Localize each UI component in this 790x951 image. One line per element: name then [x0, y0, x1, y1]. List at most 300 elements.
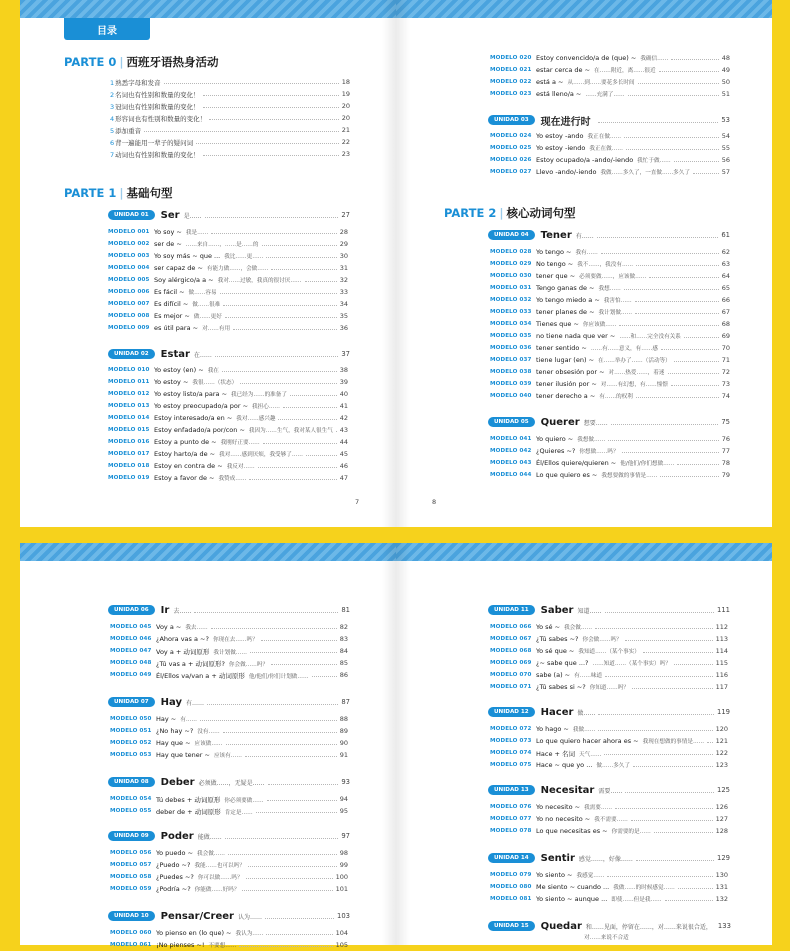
- toc-entry[interactable]: [110, 136, 350, 148]
- modelo-chinese: 我计划做……: [213, 649, 247, 656]
- modelo-label: [154, 252, 263, 260]
- dot-leader: [608, 440, 719, 441]
- modelo-label: [536, 392, 633, 400]
- modelo-entry[interactable]: [490, 645, 728, 657]
- modelo-spanish: está a ~: [536, 78, 564, 86]
- dot-leader: [668, 373, 719, 374]
- unit-heading[interactable]: [488, 705, 730, 719]
- dot-leader: [194, 612, 338, 613]
- modelo-number: MODELO 075: [490, 762, 532, 768]
- dot-leader: [598, 714, 714, 715]
- unit-verb: Pensar/Creer: [160, 910, 234, 922]
- unit-heading[interactable]: [488, 228, 730, 242]
- unit-verb: Poder: [160, 830, 194, 842]
- modelo-label: [156, 751, 242, 759]
- dot-leader: [203, 95, 339, 96]
- modelo-entry[interactable]: [490, 723, 728, 735]
- modelo-entry[interactable]: [110, 737, 348, 749]
- modelo-entry[interactable]: [108, 274, 348, 286]
- modelo-label: [536, 635, 622, 643]
- modelo-entry[interactable]: [490, 433, 730, 445]
- modelo-page: 42: [339, 414, 348, 422]
- part-2-heading: [444, 205, 576, 221]
- modelo-spanish: tener planes de ~: [536, 308, 595, 316]
- modelo-chinese: 我做……: [572, 727, 596, 733]
- modelo-entry[interactable]: [110, 725, 348, 737]
- modelo-entry[interactable]: [490, 621, 728, 633]
- dot-leader: [203, 155, 339, 156]
- modelo-label: [156, 659, 268, 668]
- modelo-entry[interactable]: [490, 88, 730, 100]
- dot-leader: [660, 476, 718, 477]
- modelo-entry[interactable]: [108, 376, 348, 388]
- modelo-chinese: 我现在想做的事情是……: [642, 739, 705, 745]
- modelo-number: MODELO 057: [110, 862, 152, 868]
- modelo-number: MODELO 027: [490, 169, 532, 175]
- modelo-entry[interactable]: [490, 306, 730, 318]
- part-separator: |: [119, 186, 124, 200]
- entry-label: [110, 126, 141, 135]
- modelo-page: 90: [339, 739, 348, 747]
- modelo-number: MODELO 034: [490, 321, 532, 327]
- modelo-page: 78: [721, 459, 730, 467]
- modelo-page: 116: [715, 671, 728, 679]
- modelo-chinese: 你应该做……: [582, 322, 617, 328]
- modelo-entry[interactable]: [490, 881, 728, 893]
- modelo-number: MODELO 066: [490, 624, 532, 630]
- modelo-entry[interactable]: [490, 457, 730, 469]
- modelo-page: 67: [721, 308, 730, 316]
- unit-heading[interactable]: [488, 603, 730, 617]
- dot-leader: [245, 756, 337, 757]
- dot-leader: [598, 122, 719, 123]
- modelo-entry[interactable]: [108, 250, 348, 262]
- modelo-spanish: Yo estoy (en) ~: [154, 366, 204, 374]
- unit-heading[interactable]: [108, 603, 350, 617]
- modelo-label: [536, 66, 656, 74]
- unit-page: 125: [717, 786, 730, 794]
- modelo-chinese: 我很……（状态）: [192, 380, 238, 386]
- unit-page: 81: [341, 606, 350, 614]
- unit-meaning: 想要……: [583, 419, 608, 427]
- modelo-chinese: 应该有……: [213, 753, 242, 759]
- unit-meaning: 知道……: [577, 607, 602, 615]
- modelo-label: [536, 260, 633, 268]
- dot-leader: [209, 119, 339, 120]
- modelo-spanish: Yo siento ~: [536, 871, 573, 879]
- modelo-entry[interactable]: [108, 238, 348, 250]
- modelo-label: [536, 671, 602, 679]
- unit-heading[interactable]: [108, 347, 350, 361]
- modelo-chinese: 做……很难: [192, 302, 221, 308]
- modelo-entry[interactable]: [490, 270, 730, 282]
- modelo-spanish: tiene lugar (en) ~: [536, 356, 595, 364]
- toc-entry[interactable]: [110, 100, 350, 112]
- dot-leader: [671, 385, 719, 386]
- modelo-page: 123: [715, 761, 728, 769]
- entry-label: [110, 114, 206, 123]
- unit-heading[interactable]: [108, 909, 350, 923]
- unit-badge: UNIDAD 15: [488, 921, 535, 931]
- modelo-number: MODELO 016: [108, 439, 150, 445]
- modelo-entry[interactable]: [108, 460, 348, 472]
- modelo-label: [536, 883, 675, 891]
- modelo-number: MODELO 080: [490, 884, 532, 890]
- modelo-entry[interactable]: [108, 310, 348, 322]
- modelo-number: MODELO 041: [490, 436, 532, 442]
- page-gutter-shadow: [382, 543, 396, 945]
- modelo-label: [536, 725, 595, 733]
- modelo-entry[interactable]: [490, 893, 728, 905]
- modelo-spanish: no tiene nada que ver ~: [536, 332, 616, 340]
- modelo-entry[interactable]: [108, 298, 348, 310]
- unit-verb: Tener: [540, 229, 572, 241]
- modelo-page: 33: [339, 288, 348, 296]
- unit-badge: UNIDAD 05: [488, 417, 535, 427]
- modelo-label: [536, 308, 632, 316]
- modelo-page: 120: [715, 725, 728, 733]
- page-gutter-shadow: [396, 543, 410, 945]
- modelo-spanish: Estoy interesado/a en ~: [154, 414, 233, 422]
- modelo-entry[interactable]: [490, 669, 728, 681]
- toc-entry[interactable]: [110, 76, 350, 88]
- modelo-chinese: 我计划做……: [598, 310, 633, 316]
- modelo-entry[interactable]: [490, 801, 728, 813]
- modelo-page: 36: [339, 324, 348, 332]
- modelo-spanish: tener derecho a ~: [536, 392, 596, 400]
- modelo-entry[interactable]: [490, 759, 728, 771]
- toc-entry[interactable]: [110, 124, 350, 136]
- modelo-number: MODELO 070: [490, 672, 532, 678]
- modelo-number: MODELO 015: [108, 427, 150, 433]
- unit-heading[interactable]: [488, 783, 730, 797]
- modelo-spanish: Estoy harto/a de ~: [154, 450, 216, 458]
- page-number: 8: [432, 498, 437, 506]
- unit-heading[interactable]: [108, 695, 350, 709]
- unit-badge: UNIDAD 14: [488, 853, 535, 863]
- modelo-chinese: 你能做……好吗？: [194, 887, 240, 893]
- modelo-entry[interactable]: [110, 793, 348, 805]
- modelo-number: MODELO 031: [490, 285, 532, 291]
- unit-heading[interactable]: [488, 851, 730, 865]
- modelo-page: 71: [721, 356, 730, 364]
- modelo-number: MODELO 007: [108, 301, 150, 307]
- modelo-page: 47: [339, 474, 348, 482]
- part-number: PARTE 0: [64, 55, 117, 69]
- modelo-chinese: ……来自……，……是……的: [185, 242, 259, 248]
- modelo-label: [536, 368, 665, 376]
- modelo-number: MODELO 067: [490, 636, 532, 642]
- modelo-label: [154, 312, 222, 320]
- modelo-spanish: ¿Tú sabes si ~?: [536, 683, 586, 691]
- modelo-entry[interactable]: [108, 436, 348, 448]
- modelo-entry[interactable]: [490, 318, 730, 330]
- unit-verb: Hacer: [540, 706, 574, 718]
- entry-number: 5: [110, 126, 115, 135]
- modelo-spanish: Yo estoy -ando: [536, 132, 584, 140]
- modelo-spanish: Yo necesito ~: [536, 803, 581, 811]
- modelo-label: [536, 284, 621, 292]
- modelo-entry[interactable]: [110, 749, 348, 761]
- modelo-page: 77: [721, 447, 730, 455]
- unit-badge: UNIDAD 10: [108, 911, 155, 921]
- modelo-entry[interactable]: [490, 330, 730, 342]
- dot-leader: [625, 640, 713, 641]
- modelo-entry[interactable]: [490, 354, 730, 366]
- modelo-entry[interactable]: [110, 669, 348, 681]
- dot-leader: [144, 131, 339, 132]
- modelo-chinese: 应该做……: [194, 741, 223, 747]
- modelo-entry[interactable]: [110, 927, 348, 939]
- dot-leader: [250, 652, 337, 653]
- modelo-number: MODELO 053: [110, 752, 152, 758]
- entry-title: 背一遍能用一辈子的疑问词: [115, 138, 194, 147]
- modelo-number: MODELO 068: [490, 648, 532, 654]
- unit-meaning: 必须做……，无疑是……: [198, 779, 265, 787]
- unit-meaning: 需要……: [598, 787, 623, 795]
- modelo-label: [156, 861, 245, 869]
- unit-meaning: 在……: [193, 351, 212, 359]
- unit-badge: UNIDAD 13: [488, 785, 535, 795]
- modelo-entry[interactable]: [108, 424, 348, 436]
- modelo-entry[interactable]: [110, 657, 348, 669]
- unit-page: 27: [341, 211, 350, 219]
- modelo-spanish: ¿Puedes ~?: [156, 873, 194, 881]
- modelo-entry[interactable]: [490, 825, 728, 837]
- modelo-entry[interactable]: [108, 322, 348, 334]
- modelo-label: [154, 414, 275, 422]
- modelo-chinese: 我对……感到厌烦，我受够了……: [219, 452, 304, 458]
- modelo-chinese: 我需要……: [584, 805, 613, 811]
- modelo-number: MODELO 001: [108, 229, 150, 235]
- part-0-heading: [64, 54, 219, 70]
- modelo-label: [156, 849, 225, 857]
- dot-leader: [693, 173, 719, 174]
- modelo-number: MODELO 021: [490, 67, 532, 73]
- modelo-spanish: Yo hago ~: [536, 725, 569, 733]
- modelo-entry[interactable]: [490, 142, 730, 154]
- dot-leader: [674, 664, 713, 665]
- entry-title: 名词也有性别和数量的变化！: [115, 90, 200, 99]
- modelo-entry[interactable]: [108, 286, 348, 298]
- modelo-entry[interactable]: [108, 388, 348, 400]
- modelo-label: [156, 671, 309, 680]
- modelo-entry[interactable]: [110, 621, 348, 633]
- modelo-spanish: Tengo ganas de ~: [536, 284, 595, 292]
- modelo-entry[interactable]: [108, 448, 348, 460]
- modelo-number: MODELO 061: [110, 942, 152, 948]
- modelo-entry[interactable]: [490, 166, 730, 178]
- modelo-entry[interactable]: [490, 282, 730, 294]
- modelo-label: [536, 90, 625, 98]
- dot-leader: [638, 83, 719, 84]
- modelo-spanish: ser capaz de ~: [154, 264, 203, 272]
- modelo-number: MODELO 020: [490, 55, 532, 61]
- modelo-label: [536, 737, 704, 745]
- modelo-label: [536, 356, 671, 364]
- modelo-entry[interactable]: [490, 294, 730, 306]
- modelo-number: MODELO 074: [490, 750, 532, 756]
- modelo-entry[interactable]: [490, 76, 730, 88]
- modelo-page: 54: [721, 132, 730, 140]
- unit-meaning: 去……: [173, 607, 192, 615]
- modelo-label: [154, 300, 220, 308]
- modelo-chinese: 你会做……吗？: [228, 661, 269, 668]
- modelo-number: MODELO 026: [490, 157, 532, 163]
- dot-leader: [278, 419, 336, 420]
- modelo-entry[interactable]: [108, 364, 348, 376]
- entry-page: 23: [341, 150, 350, 158]
- modelo-label: [536, 683, 629, 691]
- dot-leader: [207, 704, 338, 705]
- modelo-entry[interactable]: [110, 883, 348, 895]
- modelo-chinese: 我去……: [185, 625, 208, 631]
- modelo-number: MODELO 050: [110, 716, 152, 722]
- modelo-label: [154, 390, 287, 398]
- modelo-entry[interactable]: [110, 847, 348, 859]
- unit-heading[interactable]: [108, 829, 350, 843]
- dot-leader: [604, 754, 712, 755]
- modelo-chinese: 有……: [180, 717, 198, 723]
- modelo-entry[interactable]: [490, 869, 728, 881]
- modelo-entry[interactable]: [108, 412, 348, 424]
- part-separator: |: [119, 55, 124, 69]
- toc-entry[interactable]: [110, 88, 350, 100]
- modelo-entry[interactable]: [490, 378, 730, 390]
- modelo-page: 88: [339, 715, 348, 723]
- modelo-label: [156, 807, 253, 816]
- unit-heading[interactable]: [488, 113, 730, 127]
- modelo-entry[interactable]: [108, 262, 348, 274]
- page-number: 7: [355, 498, 360, 506]
- modelo-entry[interactable]: [490, 246, 730, 258]
- modelo-entry[interactable]: [110, 633, 348, 645]
- modelo-number: MODELO 006: [108, 289, 150, 295]
- modelo-label: [536, 144, 623, 152]
- modelo-page: 55: [721, 144, 730, 152]
- unit-heading[interactable]: [488, 415, 730, 429]
- modelo-chinese: 我能……也可以吗？: [194, 863, 245, 869]
- dot-leader: [601, 253, 719, 254]
- modelo-entry[interactable]: [110, 871, 348, 883]
- modelo-page: 57: [721, 168, 730, 176]
- modelo-label: [156, 727, 220, 735]
- modelo-entry[interactable]: [490, 735, 728, 747]
- unit-page: 133: [717, 922, 731, 930]
- dot-leader: [205, 217, 339, 218]
- modelo-spanish: Hay que tener ~: [156, 751, 210, 759]
- modelo-spanish: Lo que necesitas es ~: [536, 827, 608, 835]
- modelo-spanish: Llevo -ando/-iendo: [536, 168, 597, 176]
- modelo-page: 83: [339, 635, 348, 643]
- modelo-entry[interactable]: [490, 469, 730, 481]
- modelo-entry[interactable]: [490, 657, 728, 669]
- modelo-entry[interactable]: [490, 633, 728, 645]
- dot-leader: [678, 888, 713, 889]
- modelo-label: [156, 715, 197, 723]
- part-title: 基础句型: [126, 186, 173, 200]
- modelo-chinese: 我做……的时候感觉……: [613, 885, 675, 891]
- modelo-entry[interactable]: [490, 342, 730, 354]
- modelo-entry[interactable]: [108, 226, 348, 238]
- dot-leader: [611, 424, 719, 425]
- modelo-entry[interactable]: [108, 400, 348, 412]
- modelo-number: MODELO 018: [108, 463, 150, 469]
- modelo-chinese: 做……多久了: [596, 763, 630, 769]
- modelo-page: 69: [721, 332, 730, 340]
- modelo-spanish: deber de + 动词原形: [156, 807, 221, 816]
- modelo-chinese: 他/他们/你们想做……: [620, 461, 675, 467]
- modelo-entry[interactable]: [490, 366, 730, 378]
- modelo-entry[interactable]: [110, 859, 348, 871]
- modelo-page: 66: [721, 296, 730, 304]
- dot-leader: [267, 800, 337, 801]
- modelo-spanish: ser de ~: [154, 240, 182, 248]
- dot-leader: [211, 628, 337, 629]
- modelo-entry[interactable]: [490, 390, 730, 402]
- modelo-entry[interactable]: [490, 258, 730, 270]
- modelo-label: [536, 272, 646, 280]
- modelo-entry[interactable]: [490, 681, 728, 693]
- modelo-entry[interactable]: [490, 154, 730, 166]
- modelo-entry[interactable]: [110, 645, 348, 657]
- unit-badge: UNIDAD 03: [488, 115, 535, 125]
- modelo-page: 95: [339, 807, 348, 815]
- modelo-entry[interactable]: [110, 939, 348, 951]
- modelo-entry[interactable]: [490, 747, 728, 759]
- modelo-page: 51: [721, 90, 730, 98]
- modelo-number: MODELO 044: [490, 472, 532, 478]
- modelo-chinese: 我忙于做……: [637, 158, 671, 164]
- modelo-label: [536, 380, 668, 388]
- modelo-chinese: 我有……: [575, 250, 598, 256]
- entry-number: 3: [110, 102, 115, 111]
- modelo-entry[interactable]: [110, 713, 348, 725]
- toc-entry[interactable]: [110, 112, 350, 124]
- modelo-spanish: Soy alérgico/a a ~: [154, 276, 214, 284]
- unit-heading[interactable]: [108, 208, 350, 222]
- dot-leader: [266, 257, 336, 258]
- modelo-entry[interactable]: [490, 130, 730, 142]
- modelo-chinese: 我不……，我没有……: [577, 262, 634, 268]
- unit-badge: UNIDAD 06: [108, 605, 155, 615]
- toc-entry[interactable]: [110, 148, 350, 160]
- unit-heading[interactable]: [108, 775, 350, 789]
- modelo-spanish: ¿No hay ~?: [156, 727, 194, 735]
- modelo-entry[interactable]: [490, 52, 730, 64]
- modelo-page: 70: [721, 344, 730, 352]
- modelo-page: 34: [339, 300, 348, 308]
- modelo-chinese: 我想做……: [577, 437, 606, 443]
- modelo-label: [156, 635, 258, 643]
- dot-leader: [203, 107, 339, 108]
- dot-leader: [636, 265, 719, 266]
- dot-leader: [632, 688, 713, 689]
- modelo-page: 105: [335, 941, 348, 949]
- entry-page: 19: [341, 90, 350, 98]
- modelo-chinese: 有……味道: [574, 673, 603, 679]
- dot-leader: [225, 317, 337, 318]
- modelo-entry[interactable]: [110, 805, 348, 817]
- modelo-entry[interactable]: [490, 64, 730, 76]
- modelo-entry[interactable]: [108, 472, 348, 484]
- dot-leader: [615, 808, 713, 809]
- dot-leader: [625, 792, 714, 793]
- modelo-number: MODELO 010: [108, 367, 150, 373]
- modelo-entry[interactable]: [490, 445, 730, 457]
- modelo-entry[interactable]: [490, 813, 728, 825]
- modelo-label: [156, 885, 239, 893]
